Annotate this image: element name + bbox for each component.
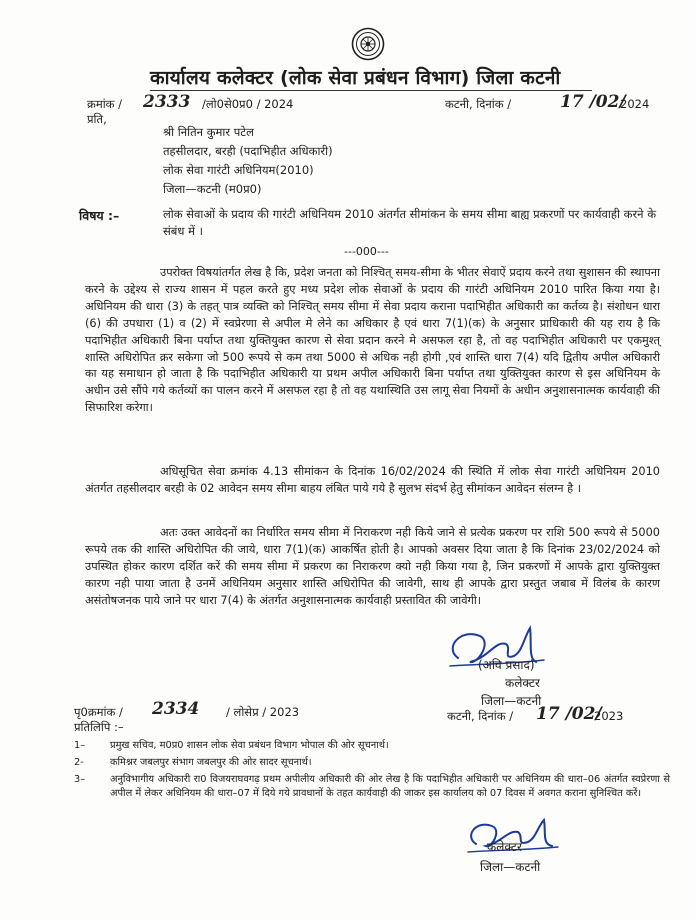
ref-number-handwritten: 2333 — [143, 92, 191, 112]
subject-label: विषय :– — [79, 208, 120, 223]
pratilipi-label: प्रतिलिपि :– — [74, 720, 124, 734]
addressee-line: जिला—कटनी (म0प्र0) — [163, 182, 262, 196]
endorsement-ref-number-handwritten: 2334 — [152, 699, 200, 719]
signatory-name: (अवि प्रसाद) — [478, 658, 535, 672]
cc-item-number: 3– — [74, 774, 86, 785]
cc-item-text: कमिश्नर जबलपुर संभाग जबलपुर की ओर सादर सूचनार्थ। — [110, 757, 312, 768]
date-year: 2024 — [620, 97, 650, 111]
cc-item-number: 1– — [74, 740, 86, 751]
office-title: कार्यालय कलेक्टर (लोक सेवा प्रबंधन विभाग) जिला कटनी — [150, 67, 561, 89]
government-emblem-icon — [351, 27, 385, 61]
ref-suffix: /लो0से0प्र0 / 2024 — [202, 97, 294, 111]
date-handwritten: 17 /02/ — [560, 92, 626, 112]
addressee-line: लोक सेवा गारंटी अधिनियम(2010) — [163, 163, 314, 177]
endorsement-ref-suffix: / लोसेप्र / 2023 — [226, 705, 300, 719]
endorsement-date-handwritten: 17 /02/ — [536, 704, 602, 724]
endorsement-ref-prefix: पृ0क्रमांक / — [74, 705, 123, 719]
addressee-block — [163, 123, 333, 199]
separator: ---000--- — [344, 245, 389, 258]
body-paragraph-2: अधिसूचित सेवा क्रमांक 4.13 सीमांकन के दिनांक 16/02/2024 की स्थिति में लोक सेवा गारंटी अधिनियम 2010 अंतर्गत तहसीलदार बरही के 02 आवेदन समय सीमा बाहय लंबित पाये गये है सुलभ संदर्भ हेतु सीमांकन आवेदन संलग्न है । — [85, 465, 660, 495]
signatory-designation: कलेक्टर — [505, 676, 540, 690]
signatory-district: जिला—कटनी — [481, 694, 542, 708]
subject-text: लोक सेवाओं के प्रदाय की गारंटी अधिनियम 2010 अंतर्गत सीमांकन के समय सीमा बाह्य प्रकरणों पर कार्यवाही करने के संबंध में । — [163, 207, 657, 238]
cc-item-number: 2- — [74, 757, 84, 768]
prati-label: प्रति, — [87, 112, 107, 126]
addressee-line: तहसीलदार, बरही (पदाभिहीत अधिकारी) — [163, 144, 333, 158]
endorsement-date-year: 2023 — [594, 709, 624, 723]
cc-item-text: प्रमुख सचिव, म0प्र0 शासन लोक सेवा प्रबंधन विभाग भोपाल की ओर सूचनार्थ। — [110, 740, 389, 751]
place-date-prefix: कटनी, दिनांक / — [445, 97, 512, 111]
addressee-line: श्री नितिन कुमार पटेल — [163, 125, 254, 139]
signatory2-designation: कलेक्टर — [487, 840, 522, 854]
body-paragraph-1: उपरोक्त विषयांतर्गत लेख है कि, प्रदेश जनता को निश्चित् समय-सीमा के भीतर सेवाऐं प्रदाय करने तथा सुशासन की स्थापना करने के उद्देश्य से राज्य शासन में पहल करते हुए मध्य प्रदेश लोक सेवाओं के प्रदाय की गारंटी अधिनियम 2010 पारित किया गया है। अधिनियम की धारा (3) के तहत् पात्र व्यक्ति को निश्चित् समय सीमा में सेवा प्रदाय कराना पदाभिहीत अधिकारी का कर्तव्य है। संशोधन धारा (6) की उपधारा (1) व (2) में स्वप्रेरणा से अपील मे लेने का अधिकार है एवं धारा 7(1)(क) के अनुसार प्राधिकारी की यह राय है कि पदाभिहीत अधिकारी बिना पर्याप्त तथा युक्तियुक्त कारण से सेवा प्रदान करने मे असफल रहा है, तो वह पदाभिहीत अधिकारी पर एकमुश्त् शास्ति अधिरोपित क्रर सकेगा जो 500 रूपये से कम तथा 5000 से अधिक नही होगी ,एवं शास्ति धारा 7(4) यदि द्वितीय अपील अधिकारी का यह समाधान हो जाता है कि पदाभिहीत अधिकारी या प्रथम अपील अधिकारी बिना पर्याप्त तथा युक्तियुक्त कारण से इस अधिनियम के अधीन उसे सौंपे गये कर्तव्यों का पालन करने में असफल रहा है तो वह यथास्थिति उस लागू सेवा नियमों के अधीन अनुशासनात्मक कार्यवाही की सिफारिश करेगा। — [85, 266, 660, 415]
endorsement-place-date-prefix: कटनी, दिनांक / — [447, 709, 514, 723]
ref-prefix: क्रमांक / — [87, 97, 123, 111]
body-paragraph-3: अतः उक्त आवेदनों का निर्धारित समय सीमा में निराकरण नही किये जाने से प्रत्येक प्रकरण पर राशि 500 रूपये से 5000 रूपये तक की शास्ति अधिरोपित की जाये, धारा 7(1)(क) आकर्षित होती है। आपको अवसर दिया जाता है कि दिनांक 23/02/2024 को उपस्थित होकर कारण दर्शित करें की समय सीमा में प्रकरण का निराकरण क्यो नही किया गया है, जिन प्रकरणों में आपके द्वारा युक्तियुक्त कारण नही पाया जाता है उनमें अधिनियम अनुसार शास्ति अधिरोपित की जावेगी, साथ ही आपके द्वारा प्रस्तुत जबाब में विलंब के कारण असंतोषजनक पाये जाने पर धारा 7(4) के अंतर्गत अनुशासनात्मक कार्यवाही प्रस्तावित की जावेगी। — [85, 526, 660, 607]
signatory2-district: जिला—कटनी — [480, 860, 541, 874]
title-underline — [150, 90, 592, 91]
cc-item-text: अनुविभागीय अधिकारी रा0 विजयराघवगढ़ प्रथम अपीलीय अधिकारी की ओर लेख है कि पदाभिहीत अधिकारी पर अधिनियम की धारा–06 अंतर्गत स्वप्रेरणा से अपील में लेकर अधिनियम की धारा–07 में दिये गये प्रावधानों के तहत कार्यवाही की जाकर इस कार्यालय को 07 दिवस में अवगत कराना सुनिश्चित करें। — [110, 774, 670, 799]
